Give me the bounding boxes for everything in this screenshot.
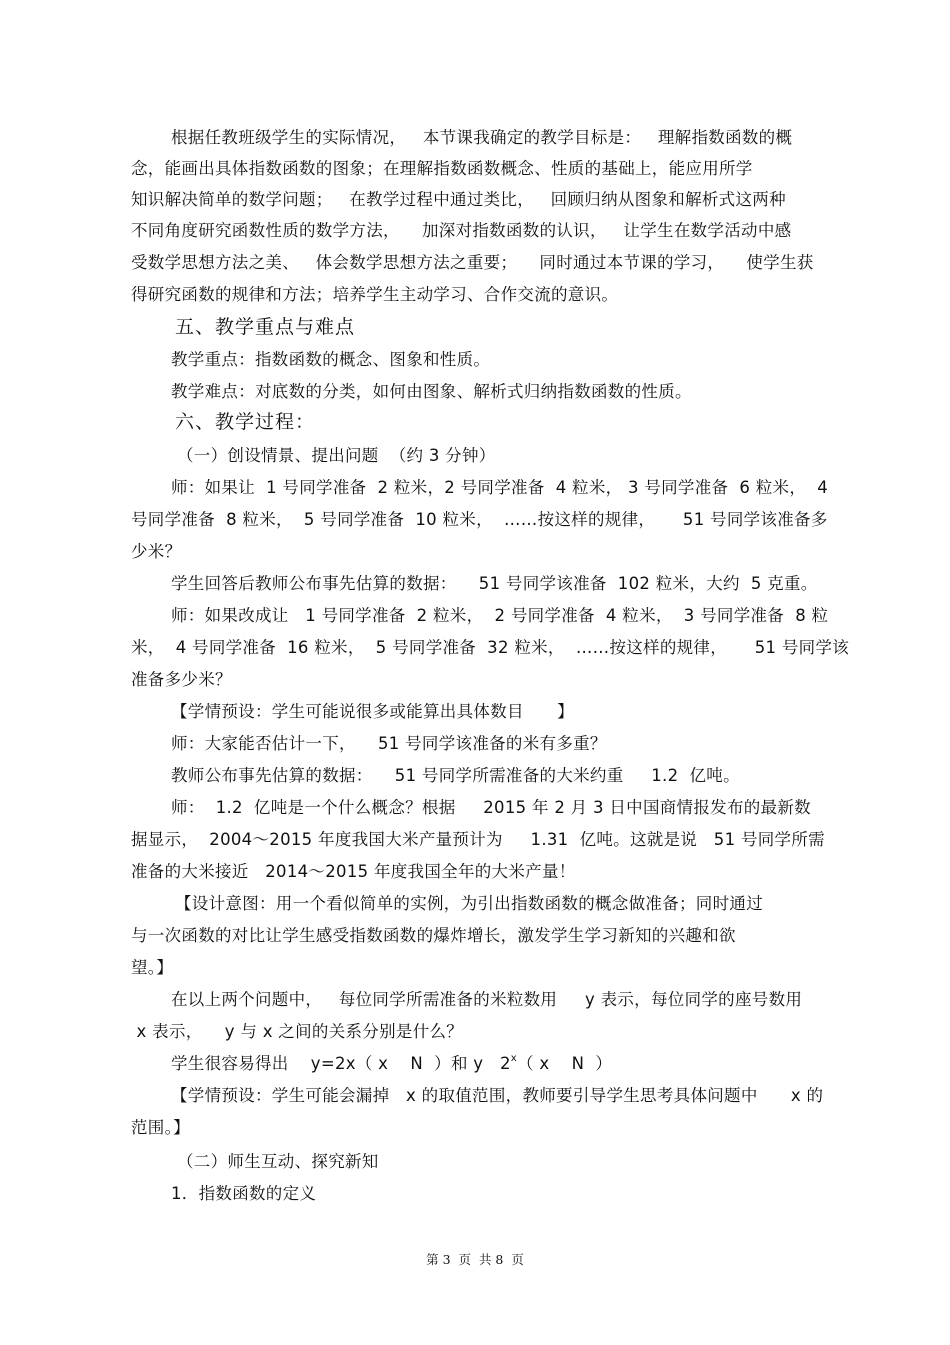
paragraph-line: 学生回答后教师公布事先估算的数据： 51 号同学该准备 102 粒米，大约 5 克重。 <box>171 574 818 593</box>
paragraph-line: 师：大家能否估计一下， 51 号同学该准备的米有多重？ <box>171 734 607 753</box>
difficult-points: 教学难点：对底数的分类，如何由图象、解析式归纳指数函数的性质。 <box>171 382 692 401</box>
section-heading: 六、教学过程： <box>175 411 316 433</box>
formula-exponent: x <box>510 1053 518 1064</box>
paragraph-line: 知识解决简单的数学问题； 在教学过程中通过类比， 回顾归纳从图象和解析式这两种 <box>131 190 786 209</box>
section-heading: 五、教学重点与难点 <box>175 316 356 338</box>
formula-line <box>171 1053 612 1078</box>
paragraph-line: 准备多少米？ <box>131 670 232 689</box>
learning-preset: 【学情预设：学生可能会漏掉 x 的取值范围，教师要引导学生思考具体问题中 x 的 <box>171 1086 824 1105</box>
paragraph-line: 米， 4 号同学准备 16 粒米， 5 号同学准备 32 粒米， ……按这样的规律， 51 号同学该 <box>131 638 850 657</box>
paragraph-line: 受数学思想方法之美、 体会数学思想方法之重要； 同时通过本节课的学习， 使学生获 <box>131 253 814 272</box>
design-intent: 【设计意图：用一个看似简单的实例，为引出指数函数的概念做准备；同时通过 <box>175 894 763 913</box>
paragraph-line: 师： 1.2 亿吨是一个什么概念？根据 2015 年 2 月 3 日中国商情报发布的最新数 <box>171 798 811 817</box>
learning-preset: 范围。】 <box>131 1118 190 1137</box>
design-intent: 与一次函数的对比让学生感受指数函数的爆炸增长，激发学生学习新知的兴趣和欲 <box>131 926 736 945</box>
paragraph-line: 师：如果让 1 号同学准备 2 粒米，2 号同学准备 4 粒米， 3 号同学准备 6 粒米， 4 <box>171 478 829 497</box>
paragraph-line: 号同学准备 8 粒米， 5 号同学准备 10 粒米， ……按这样的规律， 51 号同学该准备多 <box>131 510 828 529</box>
paragraph-line: 准备的大米接近 2014～2015 年度我国全年的大米产量！ <box>131 862 576 881</box>
paragraph-line: 据显示， 2004～2015 年度我国大米产量预计为 1.31 亿吨。这就是说 51 号同学所需 <box>131 830 825 849</box>
subsection-item: 1．指数函数的定义 <box>171 1184 317 1203</box>
formula-text: （ x N ） <box>517 1054 613 1073</box>
formula-text: 学生很容易得出 y=2x（ x N ）和 y 2 <box>171 1054 511 1073</box>
paragraph-line: 念，能画出具体指数函数的图象；在理解指数函数概念、性质的基础上，能应用所学 <box>131 159 753 178</box>
key-points: 教学重点：指数函数的概念、图象和性质。 <box>171 350 491 369</box>
paragraph-line: 不同角度研究函数性质的数学方法， 加深对指数函数的认识， 让学生在数学活动中感 <box>131 221 792 240</box>
paragraph-line: 在以上两个问题中， 每位同学所需准备的米粒数用 y 表示，每位同学的座号数用 <box>171 990 803 1009</box>
subsection-heading: （一）创设情景、提出问题 （约 3 分钟） <box>177 446 496 465</box>
paragraph-line: 教师公布事先估算的数据： 51 号同学所需准备的大米约重 1.2 亿吨。 <box>171 766 740 785</box>
subsection-heading: （二）师生互动、探究新知 <box>177 1152 379 1171</box>
learning-preset: 【学情预设：学生可能说很多或能算出具体数目 】 <box>171 702 574 721</box>
page-footer: 第 3 页 共 8 页 <box>426 1252 524 1267</box>
paragraph-line: 师：如果改成让 1 号同学准备 2 粒米， 2 号同学准备 4 粒米， 3 号同学准备 8 粒 <box>171 606 829 625</box>
design-intent: 望。】 <box>131 958 174 977</box>
paragraph-line: 少米？ <box>131 542 182 561</box>
paragraph-line: 得研究函数的规律和方法；培养学生主动学习、合作交流的意识。 <box>131 285 619 304</box>
paragraph-line: x 表示， y 与 x 之间的关系分别是什么？ <box>131 1022 464 1041</box>
paragraph-line: 根据任教班级学生的实际情况， 本节课我确定的教学目标是： 理解指数函数的概 <box>171 128 793 147</box>
